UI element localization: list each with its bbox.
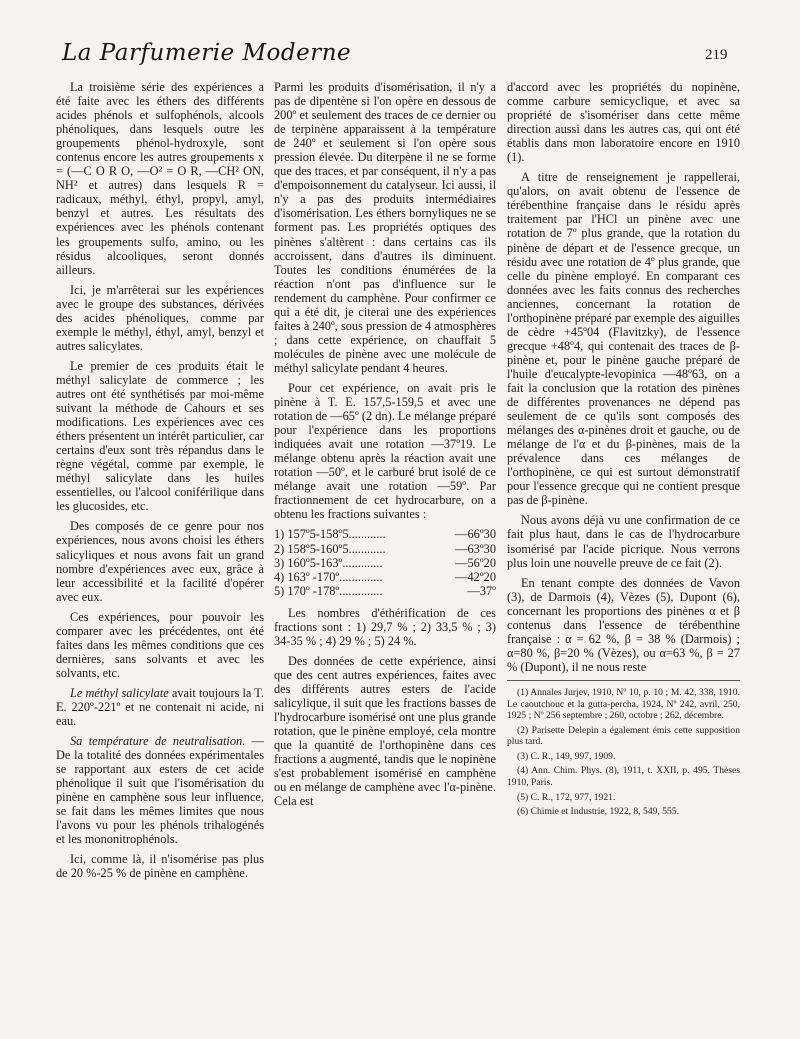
paragraph: En tenant compte des données de Vavon (3), de Darmois (4), Vèzes (5), Dupont (6), concernant les proportions des pinènes α et β contenus dans l'essence de térébenthine française : α = 62 %, β = 38 % (Darmois) ; α=80 %, β=20 % (Vèzes), ou α=63 %, β = 27 % (Dupont), il ne nous reste: [507, 575, 740, 674]
footnotes: [507, 680, 740, 818]
footnote: (3) C. R., 149, 997, 1909.: [517, 750, 616, 762]
paragraph: Les nombres d'éthérification de ces fractions sont : 1) 29,7 % ; 2) 33,5 % ; 3) 34-35 % ; 4) 29 % ; 5) 24 %.: [274, 605, 496, 648]
fraction-range: 2) 158º5-160º5............: [274, 541, 386, 556]
fraction-row: [274, 584, 496, 598]
fraction-rotation: —37º: [467, 583, 496, 598]
paragraph: Ces expériences, pour pouvoir les comparer avec les précédentes, ont été faites dans les mêmes conditions que ces dernières, sans solvants et avec les solvants, etc.: [56, 609, 264, 680]
paragraph: Des composés de ce genre pour nos expériences, nous avons choisi les éthers salicyliques et nous avons fait un grand nombre d'expériences avec eux, grâce à leur accessibilité et la facilité d'opérer avec eux.: [56, 519, 264, 604]
text-column-right: [507, 80, 740, 821]
fraction-rotation: —63º30: [455, 541, 496, 556]
fraction-rotation: —56º20: [455, 555, 496, 570]
paragraph: Ici, je m'arrêterai sur les expériences avec le groupe des substances, dérivées des acides phénoliques, comme par exemple le méthyl, éthyl, amyl, benzyl et autres salicylates.: [56, 282, 264, 353]
fraction-range: 5) 170º -178º..............: [274, 583, 383, 598]
paragraph: [56, 734, 264, 846]
paragraph: Nous avons déjà vu une confirmation de ce fait plus haut, dans le cas de l'hydrocarbure isomérisé par l'acide picrique. Nous verrons plus loin une nouvelle preuve de ce fait (2).: [507, 513, 740, 570]
paragraph: Des données de cette expérience, ainsi que des cent autres expériences, faites avec des différents autres esters de l'acide salicylique, il suit que les fractions basses de l'hydrocarbure isomérisé ont une plus grande rotation, que le pinène employé, cela montre que la quantité de l'orthopinène dans ces fractions a augmenté, tandis que le nopinène s'est probablement isomérisé en camphène ou en mélange de camphène avec l'α-pinène. Cela est: [274, 653, 496, 809]
paragraph: [56, 686, 264, 728]
paragraph: Le premier de ces produits était le méthyl salicylate de commerce ; les autres ont été synthétisés par moi-même suivant la méthode de Cahours et ses modifications. Les expériences avec ces éthers présentent un intérêt particulier, car certains d'eux sont très répandus dans le règne végétal, comme par exemple, le méthyl salicylate dans les huiles essentielles, ou l'alcool coniférilique dans les glucosides, etc.: [56, 358, 264, 514]
paragraph-text: avait toujours la T. E. 220º-221º et ne contenait ni acide, ni eau.: [56, 685, 264, 729]
fraction-range: 1) 157º5-158º5............: [274, 527, 386, 542]
fraction-row: [274, 542, 496, 556]
fractions-list: [274, 527, 496, 597]
paragraph: La troisième série des expériences a été faite avec les éthers des différents acides phénols et sulfophénols, alcools phénoliques, dans lesquels outre les groupements phénol-hydroxyle, sont contenus encore les autres groupements x = (—C O R O, —O² = O R, —CH² ON, NH² et autres) dans lesquels R = radicaux, méthyl, éthyl, propyl, amyl, benzyl et autres. Les résultats des expériences avec les phénols contenant les groupements sulfo, amino, ou les résidus alcooliques, seront donnés ailleurs.: [56, 80, 264, 277]
fraction-range: 4) 163º -170º..............: [274, 569, 383, 584]
paragraph: d'accord avec les propriétés du nopinène, comme carbure semicyclique, et avec sa propriété de s'isomériser dans cette même direction aussi dans les autres cas, qui ont été établis dans mon laboratoire encore en 1910 (1).: [507, 80, 740, 165]
footnote: (5) C. R., 172, 977, 1921.: [517, 791, 616, 803]
fraction-rotation: —66º30: [455, 527, 496, 542]
text-column-middle: [274, 80, 496, 814]
section-lead: Le méthyl salicylate: [70, 685, 169, 700]
footnote: (6) Chimie et Industrie, 1922, 8, 549, 555.: [517, 806, 680, 818]
paragraph: Pour cet expérience, on avait pris le pinène à T. E. 157,5-159,5 et avec une rotation de —65º (2 dn). Le mélange préparé pour l'expérience dans les proportions indiquées avait une rotation —37º19. Le mélange obtenu après la réaction avait une rotation —50º, et le carburé brut isolé de ce mélange avait une rotation —59º. Par fractionnement de cet hydrocarbure, on a obtenu les fractions suivantes :: [274, 380, 496, 522]
paragraph: A titre de renseignement je rappellerai, qu'alors, on avait obtenu de l'essence de térébenthine française dans le résidu après traitement par l'HCl un pinène avec une rotation de 7º plus grande, que la rotation du pinène de départ et de l'essence grecque, un résidu avec une rotation de 4º plus grande, que celle du pinène employé. En comparant ces données avec les faits connus des recherches anciennes, concernant la rotation de l'orthopinène préparé par exemple des aiguilles de cèdre +45º04 (Flavitzky), de l'essence grecque +48º4, qui contenait des traces de β-pinène et, pour le pinène gauche préparé de l'huile d'eucalypte-levopinica —48º63, on a fait la conclusion que la rotation des pinènes de différentes provenances ne dépend pas seulement de ce qu'ils sont composés des mélanges des α-pinènes droit et gauche, ou de mélange de l'α et du β-pinènes, mais de la prévalence dans ces mélanges de l'orthopinène, ce qui est surtout démonstratif pour l'essence grecque qui ne contient presque pas de β-pinène.: [507, 170, 740, 508]
footnote: (2) Parisette Delepin a également émis cette supposition plus tard.: [507, 724, 740, 748]
section-lead: Sa température de neutralisation.: [70, 734, 246, 749]
fraction-range: 3) 160º5-163º.............: [274, 555, 383, 570]
text-column-left: [56, 80, 264, 887]
paragraph: Ici, comme là, il n'isomérise pas plus de 20 %-25 % de pinène en camphène.: [56, 852, 264, 881]
paragraph: Parmi les produits d'isomérisation, il n'y a pas de dipentène si l'on opère en dessous de 200º et seulement des traces de ce dernier ou de terpinène apparaissent à la température de 240º et seulement si l'on opère sous pression élevée. Du diterpène il ne se forme que des traces, et par conséquent, il n'y a pas d'empoisonnement du catalyseur. Ici aussi, il n'y a pas des produits intermédiaires d'isomérisation. Les éthers bornyliques ne se forment pas. Les propriétés optiques des pinènes s'altèrent : dans certains cas ils accroissent, dans d'autres ils diminuent. Toutes les conditions énumérées de la réaction n'ont pas d'influence sur le rendement du camphène. Pour confirmer ce qui a été dit, je citerai une des expériences faites à 240º, sous pression de 4 atmosphères ; dans cette expérience, on chauffait 5 molécules de pinène avec une molécule de méthyl salicylate pendant 4 heures.: [274, 80, 496, 375]
fraction-rotation: —42º20: [455, 569, 496, 584]
paragraph-text: — De la totalité des données expérimentales se rapportant aux esters de cet acide phénolique il suit que l'isomérisation du pinène en camphène sous leur influence, se fait dans les mêmes limites que nous l'avons vu pour les phénols trihalogénés et les mononitrophénols.: [56, 734, 264, 847]
journal-masthead: La Parfumerie Moderne: [62, 40, 352, 66]
page-number: 219: [705, 47, 728, 63]
fraction-row: [274, 527, 496, 541]
footnote: (4) Ann. Chim. Phys. (8), 1911, t. XXII, p. 495. Thèses 1910, Paris.: [507, 765, 740, 789]
footnote: (1) Annales Jurjev, 1910, Nº 10, p. 10 ; M. 42, 338, 1910. Le caoutchouc et la gutta-percha, 1924, Nº 242, avril, 250, 1925 ; Nº 256 septembre ; 260, octobre ; 262, décembre.: [507, 686, 740, 722]
fraction-row: [274, 556, 496, 570]
fraction-row: [274, 570, 496, 584]
